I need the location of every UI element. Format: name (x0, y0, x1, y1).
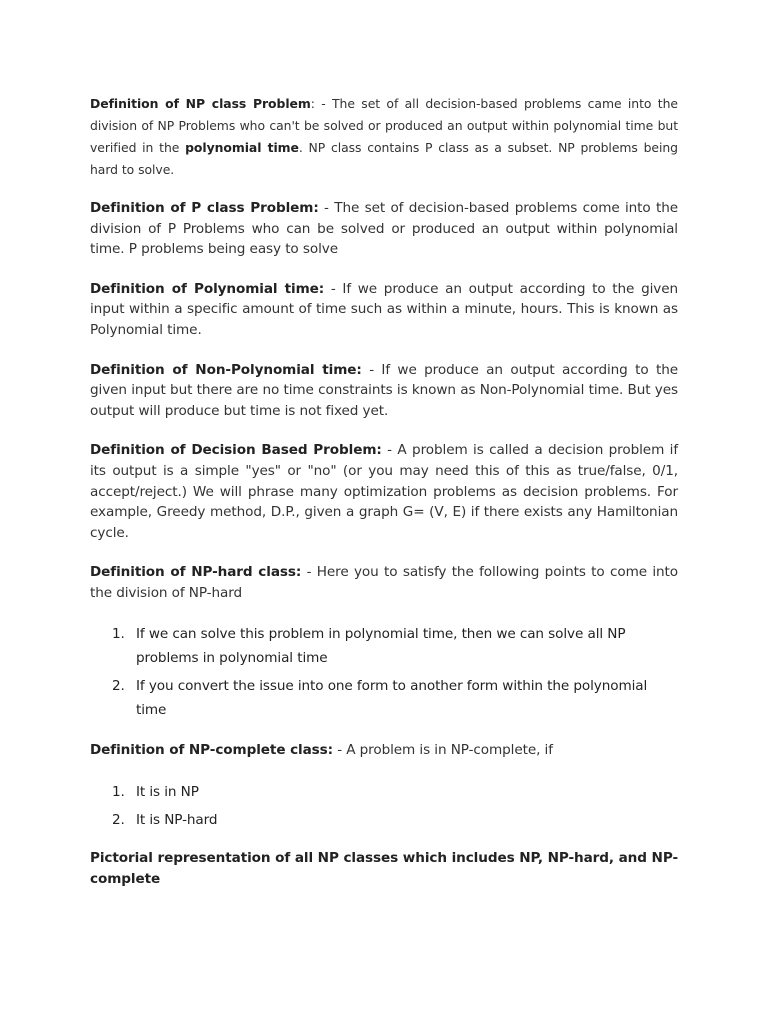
list-item (90, 780, 678, 804)
list-item-number: 2. (112, 812, 125, 829)
np-class-term: Definition of NP class Problem (90, 96, 311, 111)
non-polynomial-time-text: - If we produce an output according to the given input but there are no time constraints is known as Non-Polynomial time. But yes output will produce but time is not fixed yet. (90, 361, 679, 419)
np-class-text-1: : - The set of all decision-based problems came into the division of NP Problems who can't be solved or produced an output within polynomial time but verified in the (90, 96, 678, 155)
decision-problem-term: Definition of Decision Based Problem: (90, 442, 382, 459)
np-class-text-2: . NP class contains P class as a subset. NP problems being hard to solve. (90, 140, 678, 177)
np-class-bold-phrase: polynomial time (185, 140, 299, 155)
np-complete-term: Definition of NP-complete class: (90, 741, 333, 758)
np-hard-text: - Here you to satisfy the following points to come into the division of NP-hard (90, 564, 679, 601)
non-polynomial-time-term: Definition of Non-Polynomial time: (90, 361, 362, 378)
np-complete-text: - A problem is in NP-complete, if (332, 741, 553, 758)
list-item-number: 2. (112, 677, 125, 694)
p-class-text: - The set of decision-based problems come into the division of P Problems who can be solved or produced an output within polynomial time. P problems being easy to solve (90, 200, 679, 258)
polynomial-time-definition (90, 279, 678, 341)
list-item (90, 808, 678, 832)
list-item-text: If you convert the issue into one form to another form within the polynomial time (136, 677, 648, 718)
polynomial-time-text: - If we produce an output according to the given input within a specific amount of time such as within a minute, hours. This is known as Polynomial time. (90, 280, 678, 338)
np-hard-definition (90, 562, 678, 603)
p-class-definition (90, 198, 678, 260)
np-complete-conditions-list (90, 780, 678, 832)
polynomial-time-term: Definition of Polynomial time: (90, 280, 325, 297)
list-item-text: It is NP-hard (136, 812, 218, 829)
np-complete-definition (90, 740, 678, 761)
np-class-definition (90, 93, 678, 181)
non-polynomial-time-definition (90, 360, 678, 422)
pictorial-representation-heading: Pictorial representation of all NP classes which includes NP, NP-hard, and NP-complete (90, 850, 678, 887)
decision-problem-text: - A problem is called a decision problem if its output is a simple "yes" or "no" (or you may need this of this as true/false, 0/1, accept/reject.) We will phrase many optimization problems as decision problems. For example, Greedy method, D.P., given a graph G= (V, E) if there exists any Hamiltonian cycle. (90, 442, 679, 541)
p-class-term: Definition of P class Problem: (90, 200, 319, 216)
np-hard-term: Definition of NP-hard class: (90, 564, 302, 581)
list-item-number: 1. (112, 784, 125, 801)
list-item-number: 1. (112, 625, 125, 642)
list-item-text: If we can solve this problem in polynomial time, then we can solve all NP problems in polynomial time (136, 625, 626, 666)
decision-problem-definition (90, 440, 678, 543)
np-hard-conditions-list (90, 622, 678, 722)
list-item (90, 674, 678, 722)
list-item-text: It is in NP (136, 784, 199, 801)
list-item (90, 622, 678, 670)
document-page (90, 93, 678, 889)
